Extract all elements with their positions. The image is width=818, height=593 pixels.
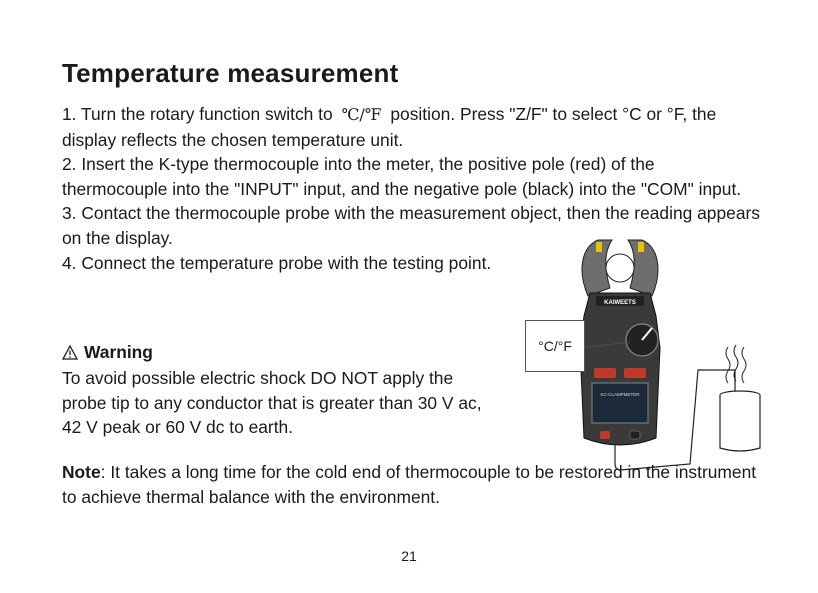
note-text: : It takes a long time for the cold end of thermocouple to be restored in the instrument to achieve thermal balance with the environment. — [62, 462, 757, 507]
clamp-meter-illustration — [560, 238, 780, 478]
step-4: 4. Connect the temperature probe with the testing point. — [62, 252, 492, 273]
step-1-text-after: position. Press "Z/F" to select °C or °F, the display reflects the chosen temperature unit. — [62, 104, 717, 150]
clamp-jaw — [582, 240, 658, 296]
meter-brand-label: KAIWEETS — [604, 300, 636, 306]
warning-title: Warning — [84, 342, 153, 362]
note-paragraph — [62, 460, 772, 509]
warning-text: To avoid possible electric shock DO NOT apply the probe tip to any conductor that is greater than 30 V ac, 42 V peak or 60 V dc to earth. — [62, 368, 482, 438]
celsius-fahrenheit-symbol: ℃/℉ — [341, 105, 382, 124]
warning-triangle-icon — [62, 345, 78, 360]
unit-callout: °C/°F — [525, 320, 585, 372]
liquid-container — [720, 391, 760, 451]
page-number: 21 — [401, 548, 417, 564]
meter-display — [592, 383, 648, 423]
meter-model-label: KC-CLAMPMETER — [600, 392, 640, 397]
warning-heading — [62, 342, 153, 363]
step-1 — [62, 102, 762, 152]
step-1-text-before: 1. Turn the rotary function switch to — [62, 104, 333, 124]
meter-body — [580, 293, 660, 445]
heat-waves-icon — [726, 345, 746, 383]
note-label: Note — [62, 462, 101, 482]
step-2: 2. Insert the K-type thermocouple into the meter, the positive pole (red) of the thermocouple into the "INPUT" input, and the negative pole (black) into the "COM" input. — [62, 154, 742, 199]
page-title: Temperature measurement — [62, 58, 399, 88]
step-3: 3. Contact the thermocouple probe with the measurement object, then the reading appears on the display. — [62, 203, 760, 248]
